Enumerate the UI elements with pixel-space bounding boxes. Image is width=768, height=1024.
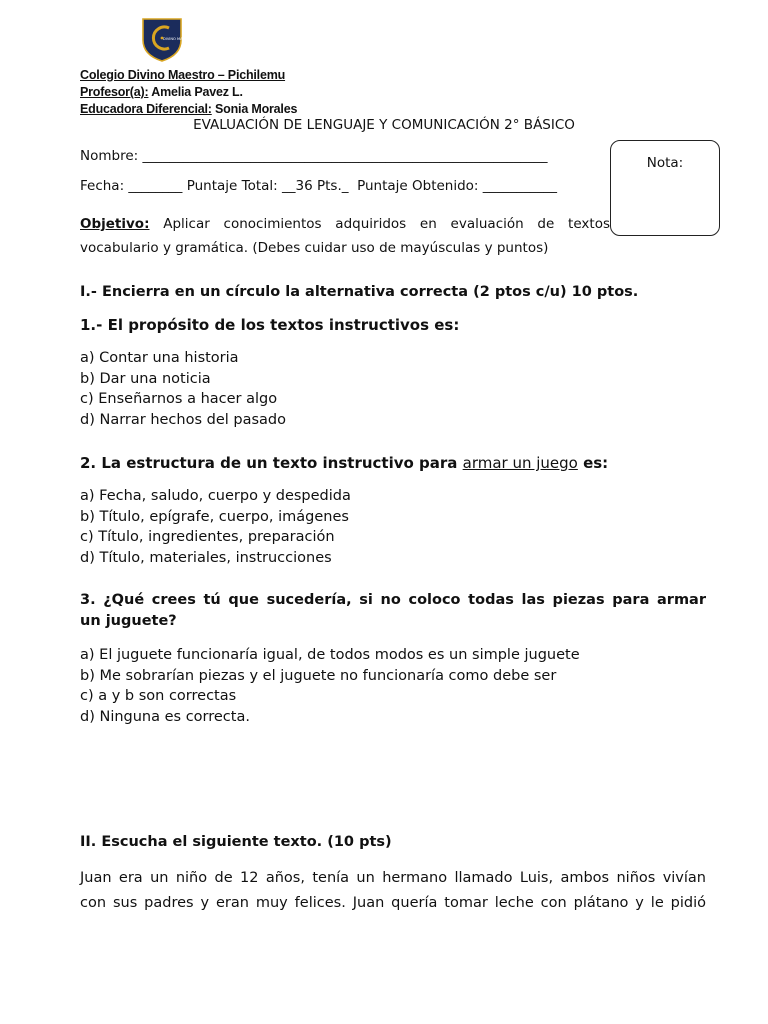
- option-2c[interactable]: c) Título, ingredientes, preparación: [80, 529, 335, 546]
- school-name: Colegio Divino Maestro – Pichilemu: [80, 68, 286, 82]
- option-1b[interactable]: b) Dar una noticia: [80, 370, 211, 387]
- educator-line: Educadora Diferencial: Sonia Morales: [80, 102, 298, 116]
- option-2a[interactable]: a) Fecha, saludo, cuerpo y despedida: [80, 488, 351, 504]
- section2-heading: II. Escucha el siguiente texto. (10 pts): [80, 834, 392, 850]
- question-3: 3. ¿Qué crees tú que sucedería, si no coloco todas las piezas para armar un juguete?: [80, 592, 706, 629]
- section1-heading: I.- Encierra en un círculo la alternativa correcta (2 ptos c/u) 10 ptos.: [80, 284, 639, 300]
- grade-box[interactable]: [610, 140, 720, 236]
- grade-label: Nota:: [646, 155, 684, 171]
- question-2: 2. La estructura de un texto instructivo para armar un juego es:: [80, 454, 609, 472]
- option-1a[interactable]: a) Contar una historia: [80, 350, 239, 366]
- option-1d[interactable]: d) Narrar hechos del pasado: [80, 412, 287, 429]
- option-3d[interactable]: d) Ninguna es correcta.: [80, 709, 250, 726]
- option-3a[interactable]: a) El juguete funcionaría igual, de todos modos es un simple juguete: [80, 647, 580, 663]
- name-field[interactable]: Nombre: ____________________________________________________________: [80, 148, 548, 164]
- option-3c[interactable]: c) a y b son correctas: [80, 688, 237, 705]
- option-2d[interactable]: d) Título, materiales, instrucciones: [80, 550, 332, 567]
- school-logo-icon: [142, 18, 195, 62]
- date-score-field[interactable]: Fecha: ________ Puntaje Total: __36 Pts._ Puntaje Obtenido: ___________: [80, 178, 558, 194]
- question-2-options: [80, 486, 351, 569]
- option-1c[interactable]: c) Enseñarnos a hacer algo: [80, 391, 278, 408]
- question-1-options: [80, 348, 286, 431]
- logo-text: DIVINO MAESTRO: [163, 37, 195, 41]
- objective: Objetivo: Aplicar conocimientos adquiridos en evaluación de textos vocabulario y gramática. (Debes cuidar uso de mayúsculas y puntos): [80, 212, 610, 260]
- option-3b[interactable]: b) Me sobrarían piezas y el juguete no funcionaría como debe ser: [80, 667, 557, 684]
- reading-text: Juan era un niño de 12 años, tenía un hermano llamado Luis, ambos niños vivían con sus padres y eran muy felices. Juan quería tomar leche con plátano y le pidió: [80, 870, 706, 911]
- question-3-options: [80, 645, 580, 728]
- teacher-line: Profesor(a): Amelia Pavez L.: [80, 85, 243, 99]
- objective-line2: vocabulario y gramática. (Debes cuidar uso de mayúsculas y puntos): [80, 240, 549, 256]
- question-1: 1.- El propósito de los textos instructivos es:: [80, 316, 460, 334]
- option-2b[interactable]: b) Título, epígrafe, cuerpo, imágenes: [80, 508, 349, 525]
- page-title: EVALUACIÓN DE LENGUAJE Y COMUNICACIÓN 2° BÁSICO: [193, 117, 575, 133]
- objective-label: Objetivo:: [80, 216, 150, 232]
